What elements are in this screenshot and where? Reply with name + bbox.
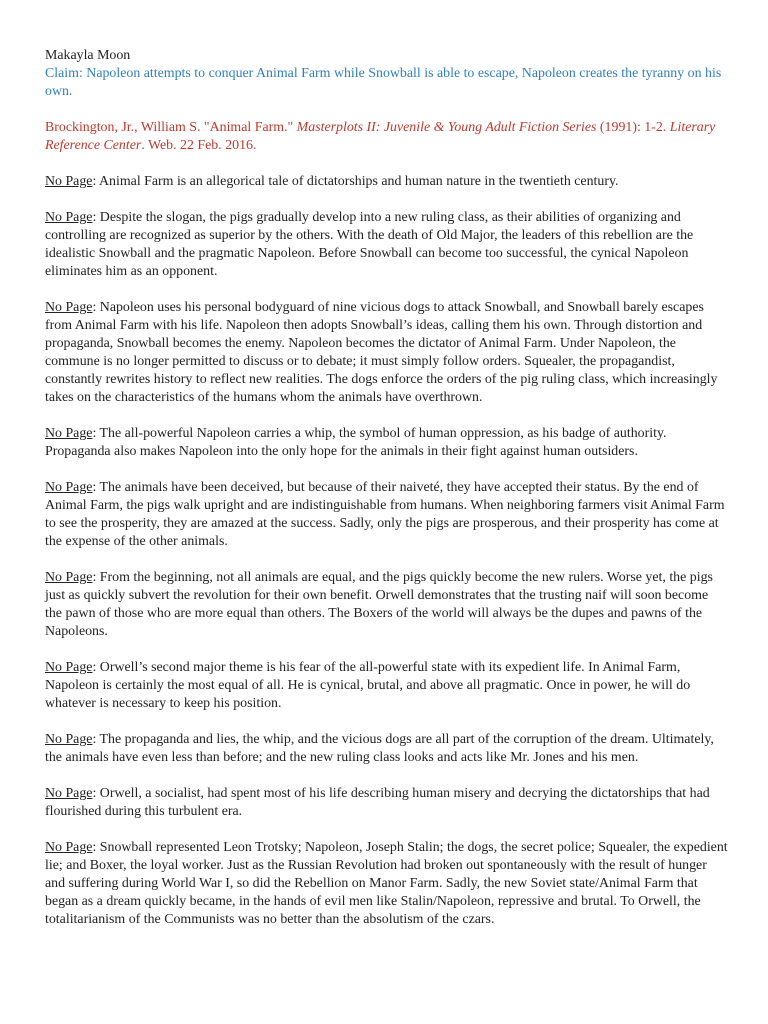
note-paragraph (45, 299, 728, 407)
note-text: : The propaganda and lies, the whip, and the vicious dogs are all part of the corruption of the dream. Ultimately, the animals have even less than before; and the new ruling class looks and acts like Mr. Jones and his men. (45, 732, 714, 765)
note-paragraph (45, 731, 728, 767)
note-text: : Animal Farm is an allegorical tale of dictatorships and human nature in the twentieth century. (92, 174, 619, 189)
note-text: : Snowball represented Leon Trotsky; Napoleon, Joseph Stalin; the dogs, the secret police; Squealer, the expedient lie; and Boxer, the loyal worker. Just as the Russian Revolution had broken out spontaneously with the result of hunger and suffering during World War I, so did the Rebellion on Manor Farm. Sadly, the new Soviet state/Animal Farm that began as a dream quickly became, in the hands of evil men like Stalin/Napoleon, repressive and brutal. To Orwell, the totalitarianism of the Communists was no better than the absolutism of the czars. (45, 840, 728, 927)
note-paragraph (45, 425, 728, 461)
citation (45, 119, 728, 155)
note-label: No Page (45, 732, 93, 747)
note-text: : Despite the slogan, the pigs gradually develop into a new ruling class, as their abilities of organizing and controlling are recognized as superior by the others. With the death of Old Major, the leaders of this rebellion are the idealistic Snowball and the pragmatic Napoleon. Before Snowball can become too successful, the cynical Napoleon eliminates him as an opponent. (45, 210, 694, 279)
citation-access-date: . Web. 22 Feb. 2016. (141, 138, 257, 153)
note-label: No Page (45, 786, 93, 801)
note-text: : The animals have been deceived, but because of their naiveté, they have accepted their status. By the end of Animal Farm, the pigs walk upright and are indistinguishable from humans. When neighboring farmers visit Animal Farm to see the prosperity, they are amazed at the success. Sadly, only the pigs are prosperous, and their prosperity has come at the expense of the other animals. (45, 480, 725, 549)
note-label: No Page (45, 174, 93, 189)
note-label: No Page (45, 570, 93, 585)
note-label: No Page (45, 300, 93, 315)
note-paragraph (45, 839, 728, 929)
note-text: : Napoleon uses his personal bodyguard of nine vicious dogs to attack Snowball, and Snowball barely escapes from Animal Farm with his life. Napoleon then adopts Snowball’s ideas, calling them his own. Through distortion and propaganda, Snowball becomes the enemy. Napoleon becomes the dictator of Animal Farm. Under Napoleon, the commune is no longer permitted to discuss or to debate; it must simply follow orders. Squealer, the propagandist, constantly rewrites history to reflect new realities. The dogs enforce the orders of the pig ruling class, which increasingly takes on the characteristics of the humans whom the animals have overthrown. (45, 300, 718, 405)
note-label: No Page (45, 840, 93, 855)
citation-author-title: Brockington, Jr., William S. "Animal Farm." (45, 120, 297, 135)
notes-list (45, 173, 728, 929)
author-name: Makayla Moon (45, 48, 131, 63)
note-paragraph (45, 479, 728, 551)
citation-series: Masterplots II: Juvenile & Young Adult Fiction Series (296, 120, 597, 135)
note-label: No Page (45, 480, 93, 495)
note-text: : Orwell, a socialist, had spent most of his life describing human misery and decrying the dictatorships that had flourished during this turbulent era. (45, 786, 710, 819)
note-label: No Page (45, 426, 93, 441)
claim-statement: Claim: Napoleon attempts to conquer Animal Farm while Snowball is able to escape, Napoleon creates the tyranny on his own. (45, 66, 722, 99)
note-paragraph (45, 209, 728, 281)
note-paragraph (45, 659, 728, 713)
note-text: : From the beginning, not all animals are equal, and the pigs quickly become the new rulers. Worse yet, the pigs just as quickly subvert the revolution for their own benefit. Orwell demonstrates that the trusting naif will soon become the pawn of those who are more equal than others. The Boxers of the world will always be the dupes and pawns of the Napoleons. (45, 570, 713, 639)
citation-database: Literary Reference Center (45, 120, 716, 153)
note-label: No Page (45, 660, 93, 675)
note-paragraph (45, 569, 728, 641)
note-paragraph (45, 173, 728, 191)
citation-pages: (1991): 1-2. (596, 120, 670, 135)
note-text: : The all-powerful Napoleon carries a whip, the symbol of human oppression, as his badge of authority. Propaganda also makes Napoleon into the only hope for the animals in their fight against human outsiders. (45, 426, 667, 459)
note-text: : Orwell’s second major theme is his fear of the all-powerful state with its expedient life. In Animal Farm, Napoleon is certainly the most equal of all. He is cynical, brutal, and above all pragmatic. Once in power, he will do whatever is necessary to keep his position. (45, 660, 691, 711)
note-label: No Page (45, 210, 93, 225)
note-paragraph (45, 785, 728, 821)
